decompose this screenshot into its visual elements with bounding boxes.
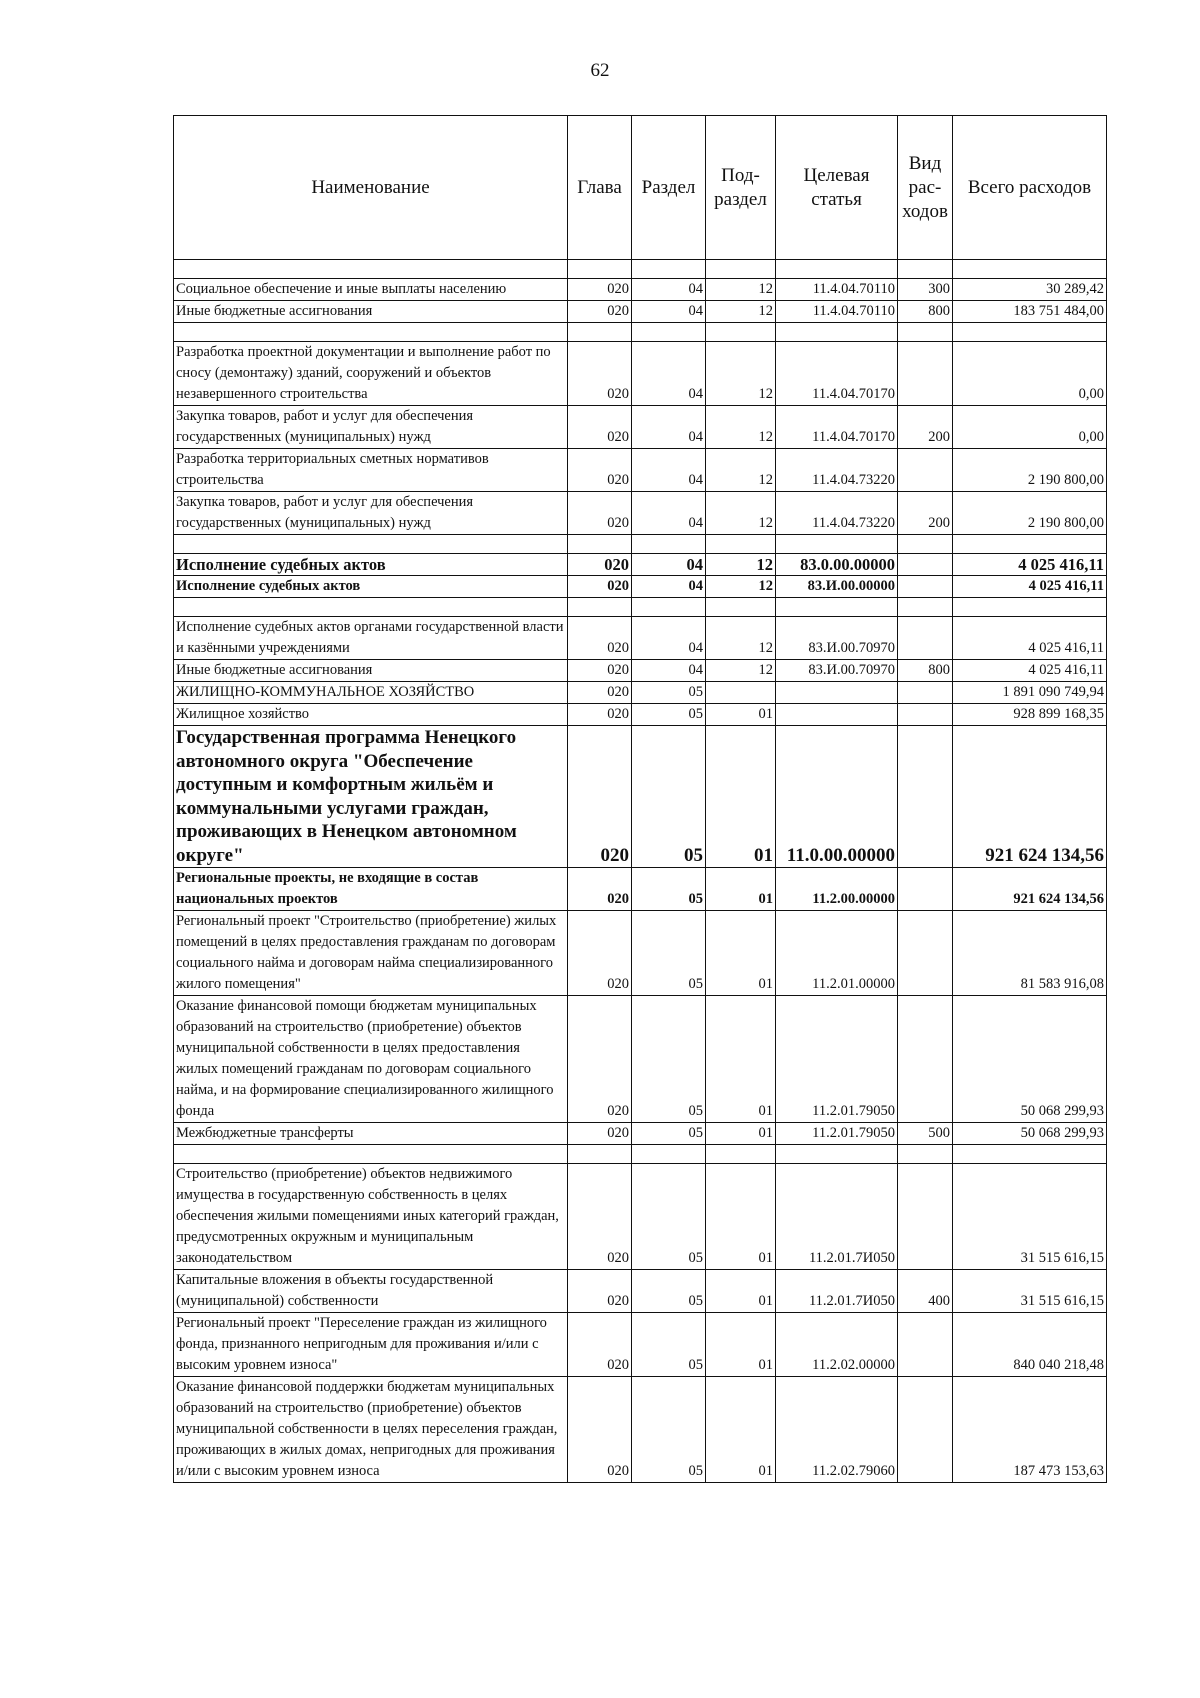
cell-target: 11.2.00.00000 (776, 868, 898, 911)
cell-name: Региональный проект "Строительство (приобретение) жилых помещений в целях предоставления гражданам по договорам социального найма и договорам найма специализированного жилого помещения" (174, 911, 568, 996)
cell-name: Иные бюджетные ассигнования (174, 660, 568, 682)
cell-name: Разработка территориальных сметных нормативов строительства (174, 449, 568, 492)
cell-subsection: 12 (706, 342, 776, 406)
cell-kind (898, 617, 953, 660)
cell-target: 11.2.01.79050 (776, 1123, 898, 1145)
spacer-cell (953, 1145, 1107, 1164)
cell-chapter: 020 (568, 996, 632, 1123)
spacer-cell (898, 1145, 953, 1164)
cell-kind (898, 868, 953, 911)
cell-target: 11.2.01.7И050 (776, 1164, 898, 1270)
table-row (174, 868, 1107, 911)
spacer-cell (632, 323, 706, 342)
cell-name: Жилищное хозяйство (174, 704, 568, 726)
cell-section: 05 (632, 996, 706, 1123)
table-row (174, 576, 1107, 598)
cell-target: 11.2.02.79060 (776, 1377, 898, 1483)
cell-kind (898, 996, 953, 1123)
cell-chapter: 020 (568, 911, 632, 996)
cell-total: 1 891 090 749,94 (953, 682, 1107, 704)
spacer-cell (174, 1145, 568, 1164)
cell-kind (898, 911, 953, 996)
cell-target: 83.0.00.00000 (776, 554, 898, 576)
cell-target: 11.2.02.00000 (776, 1313, 898, 1377)
spacer-row (174, 598, 1107, 617)
cell-name: Иные бюджетные ассигнования (174, 301, 568, 323)
cell-target: 11.4.04.70110 (776, 301, 898, 323)
cell-name: Исполнение судебных актов органами государственной власти и казёнными учреждениями (174, 617, 568, 660)
cell-subsection: 01 (706, 911, 776, 996)
cell-kind (898, 449, 953, 492)
spacer-cell (568, 1145, 632, 1164)
cell-total: 4 025 416,11 (953, 617, 1107, 660)
table-body (174, 260, 1107, 1483)
cell-kind: 800 (898, 660, 953, 682)
cell-section: 05 (632, 704, 706, 726)
spacer-cell (706, 323, 776, 342)
cell-section: 04 (632, 406, 706, 449)
spacer-cell (706, 535, 776, 554)
spacer-cell (953, 260, 1107, 279)
cell-name: Закупка товаров, работ и услуг для обеспечения государственных (муниципальных) нужд (174, 492, 568, 535)
cell-section: 05 (632, 1123, 706, 1145)
cell-target: 11.2.01.79050 (776, 996, 898, 1123)
cell-total: 928 899 168,35 (953, 704, 1107, 726)
cell-chapter: 020 (568, 682, 632, 704)
spacer-cell (174, 535, 568, 554)
cell-chapter: 020 (568, 868, 632, 911)
spacer-cell (632, 598, 706, 617)
cell-total: 50 068 299,93 (953, 996, 1107, 1123)
table-row (174, 1313, 1107, 1377)
cell-section: 05 (632, 911, 706, 996)
table-row (174, 449, 1107, 492)
cell-kind (898, 1164, 953, 1270)
cell-subsection: 12 (706, 617, 776, 660)
spacer-cell (706, 598, 776, 617)
spacer-cell (898, 598, 953, 617)
header-subsection: Под-раздел (706, 116, 776, 260)
cell-target: 83.И.00.70970 (776, 617, 898, 660)
table-row (174, 682, 1107, 704)
cell-target: 11.4.04.70170 (776, 342, 898, 406)
table-row (174, 406, 1107, 449)
cell-section: 04 (632, 342, 706, 406)
spacer-cell (568, 535, 632, 554)
spacer-cell (953, 598, 1107, 617)
cell-total: 0,00 (953, 342, 1107, 406)
table-row (174, 911, 1107, 996)
spacer-cell (568, 598, 632, 617)
cell-subsection: 01 (706, 868, 776, 911)
cell-subsection: 12 (706, 301, 776, 323)
cell-total: 31 515 616,15 (953, 1164, 1107, 1270)
cell-total: 183 751 484,00 (953, 301, 1107, 323)
cell-chapter: 020 (568, 660, 632, 682)
spacer-cell (898, 323, 953, 342)
spacer-cell (174, 260, 568, 279)
cell-name: Исполнение судебных актов (174, 554, 568, 576)
cell-total: 4 025 416,11 (953, 576, 1107, 598)
cell-chapter: 020 (568, 1164, 632, 1270)
spacer-cell (706, 1145, 776, 1164)
table-row (174, 996, 1107, 1123)
spacer-cell (953, 535, 1107, 554)
spacer-cell (776, 323, 898, 342)
cell-kind (898, 1377, 953, 1483)
cell-section: 05 (632, 682, 706, 704)
cell-total: 31 515 616,15 (953, 1270, 1107, 1313)
cell-kind: 200 (898, 492, 953, 535)
cell-chapter: 020 (568, 301, 632, 323)
cell-kind (898, 554, 953, 576)
spacer-cell (898, 535, 953, 554)
cell-chapter: 020 (568, 342, 632, 406)
cell-kind (898, 726, 953, 868)
table-row (174, 1164, 1107, 1270)
cell-target: 11.4.04.73220 (776, 492, 898, 535)
cell-section: 04 (632, 617, 706, 660)
cell-name: Оказание финансовой поддержки бюджетам муниципальных образований на строительство (приобретение) объектов муниципальной собственности в целях переселения граждан, проживающих в жилых домах, непригодных для проживания и/или с высоким уровнем износа (174, 1377, 568, 1483)
table-row (174, 301, 1107, 323)
header-section: Раздел (632, 116, 706, 260)
spacer-row (174, 535, 1107, 554)
header-total: Всего расходов (953, 116, 1107, 260)
cell-subsection: 01 (706, 1123, 776, 1145)
cell-target: 11.2.01.00000 (776, 911, 898, 996)
cell-kind: 800 (898, 301, 953, 323)
cell-section: 05 (632, 1377, 706, 1483)
spacer-cell (174, 598, 568, 617)
cell-subsection: 12 (706, 279, 776, 301)
cell-name: Капитальные вложения в объекты государственной (муниципальной) собственности (174, 1270, 568, 1313)
cell-subsection: 01 (706, 1270, 776, 1313)
cell-kind (898, 576, 953, 598)
spacer-cell (632, 1145, 706, 1164)
cell-chapter: 020 (568, 406, 632, 449)
cell-section: 04 (632, 660, 706, 682)
cell-chapter: 020 (568, 576, 632, 598)
cell-chapter: 020 (568, 492, 632, 535)
cell-subsection: 01 (706, 726, 776, 868)
spacer-row (174, 1145, 1107, 1164)
cell-kind (898, 682, 953, 704)
cell-target (776, 704, 898, 726)
table-row (174, 279, 1107, 301)
cell-total: 187 473 153,63 (953, 1377, 1107, 1483)
cell-subsection: 01 (706, 704, 776, 726)
spacer-cell (568, 260, 632, 279)
cell-name: Закупка товаров, работ и услуг для обеспечения государственных (муниципальных) нужд (174, 406, 568, 449)
cell-total: 50 068 299,93 (953, 1123, 1107, 1145)
header-kind: Вид рас-ходов (898, 116, 953, 260)
cell-kind: 400 (898, 1270, 953, 1313)
header-chapter: Глава (568, 116, 632, 260)
table-row (174, 554, 1107, 576)
cell-section: 04 (632, 554, 706, 576)
cell-chapter: 020 (568, 1377, 632, 1483)
spacer-cell (706, 260, 776, 279)
cell-section: 05 (632, 868, 706, 911)
cell-subsection: 12 (706, 449, 776, 492)
cell-chapter: 020 (568, 554, 632, 576)
table-row (174, 1377, 1107, 1483)
cell-total: 4 025 416,11 (953, 660, 1107, 682)
cell-total: 0,00 (953, 406, 1107, 449)
cell-total: 81 583 916,08 (953, 911, 1107, 996)
cell-chapter: 020 (568, 279, 632, 301)
cell-target: 11.4.04.73220 (776, 449, 898, 492)
cell-kind: 200 (898, 406, 953, 449)
header-name: Наименование (174, 116, 568, 260)
cell-kind (898, 1313, 953, 1377)
table-row (174, 617, 1107, 660)
budget-table (173, 115, 1107, 1483)
cell-chapter: 020 (568, 726, 632, 868)
cell-total: 2 190 800,00 (953, 492, 1107, 535)
cell-total: 921 624 134,56 (953, 726, 1107, 868)
cell-name: Региональный проект "Переселение граждан из жилищного фонда, признанного непригодным для проживания и/или с высоким уровнем износа" (174, 1313, 568, 1377)
spacer-cell (568, 323, 632, 342)
spacer-cell (632, 535, 706, 554)
table-row (174, 342, 1107, 406)
table-header-row (174, 116, 1107, 260)
table-row (174, 704, 1107, 726)
table-row (174, 660, 1107, 682)
cell-kind (898, 342, 953, 406)
cell-section: 05 (632, 1164, 706, 1270)
spacer-row (174, 323, 1107, 342)
cell-name: Оказание финансовой помощи бюджетам муниципальных образований на строительство (приобретение) объектов муниципальной собственности в целях предоставления жилых помещений гражданам по договорам социального найма, и на формирование специализированного жилищного фонда (174, 996, 568, 1123)
cell-name: Разработка проектной документации и выполнение работ по сносу (демонтажу) зданий, сооружений и объектов незавершенного строительства (174, 342, 568, 406)
cell-target (776, 682, 898, 704)
cell-kind (898, 704, 953, 726)
cell-section: 04 (632, 576, 706, 598)
spacer-cell (953, 323, 1107, 342)
cell-total: 4 025 416,11 (953, 554, 1107, 576)
cell-name: Межбюджетные трансферты (174, 1123, 568, 1145)
cell-subsection (706, 682, 776, 704)
table-row (174, 1123, 1107, 1145)
cell-target: 11.0.00.00000 (776, 726, 898, 868)
cell-kind: 500 (898, 1123, 953, 1145)
cell-chapter: 020 (568, 1123, 632, 1145)
cell-chapter: 020 (568, 449, 632, 492)
cell-section: 05 (632, 1313, 706, 1377)
cell-total: 921 624 134,56 (953, 868, 1107, 911)
cell-subsection: 12 (706, 576, 776, 598)
cell-chapter: 020 (568, 704, 632, 726)
spacer-cell (776, 535, 898, 554)
spacer-cell (174, 323, 568, 342)
cell-subsection: 12 (706, 406, 776, 449)
cell-chapter: 020 (568, 1270, 632, 1313)
cell-subsection: 01 (706, 1313, 776, 1377)
spacer-cell (776, 1145, 898, 1164)
spacer-cell (898, 260, 953, 279)
cell-name: Исполнение судебных актов (174, 576, 568, 598)
cell-subsection: 12 (706, 554, 776, 576)
cell-target: 11.4.04.70170 (776, 406, 898, 449)
cell-name: Государственная программа Ненецкого автономного округа "Обеспечение доступным и комфортным жильём и коммунальными услугами граждан, проживающих в Ненецком автономном округе" (174, 726, 568, 868)
cell-kind: 300 (898, 279, 953, 301)
spacer-cell (776, 598, 898, 617)
cell-section: 04 (632, 279, 706, 301)
cell-subsection: 01 (706, 996, 776, 1123)
cell-section: 04 (632, 492, 706, 535)
header-target: Целевая статья (776, 116, 898, 260)
table-row (174, 492, 1107, 535)
cell-total: 30 289,42 (953, 279, 1107, 301)
table-row (174, 726, 1107, 868)
cell-name: Строительство (приобретение) объектов недвижимого имущества в государственную собственность в целях обеспечения жилыми помещениями иных категорий граждан, предусмотренных окружным и муниципальным законодательством (174, 1164, 568, 1270)
cell-name: ЖИЛИЩНО-КОММУНАЛЬНОЕ ХОЗЯЙСТВО (174, 682, 568, 704)
spacer-cell (776, 260, 898, 279)
cell-section: 05 (632, 1270, 706, 1313)
cell-name: Социальное обеспечение и иные выплаты населению (174, 279, 568, 301)
cell-subsection: 12 (706, 492, 776, 535)
spacer-row (174, 260, 1107, 279)
cell-target: 83.И.00.00000 (776, 576, 898, 598)
cell-section: 04 (632, 449, 706, 492)
cell-name: Региональные проекты, не входящие в состав национальных проектов (174, 868, 568, 911)
cell-subsection: 01 (706, 1164, 776, 1270)
cell-chapter: 020 (568, 1313, 632, 1377)
cell-subsection: 12 (706, 660, 776, 682)
cell-section: 05 (632, 726, 706, 868)
cell-target: 11.2.01.7И050 (776, 1270, 898, 1313)
cell-subsection: 01 (706, 1377, 776, 1483)
spacer-cell (632, 260, 706, 279)
cell-section: 04 (632, 301, 706, 323)
cell-total: 2 190 800,00 (953, 449, 1107, 492)
cell-target: 83.И.00.70970 (776, 660, 898, 682)
cell-target: 11.4.04.70110 (776, 279, 898, 301)
cell-chapter: 020 (568, 617, 632, 660)
cell-total: 840 040 218,48 (953, 1313, 1107, 1377)
table-row (174, 1270, 1107, 1313)
page-number: 62 (590, 60, 610, 81)
